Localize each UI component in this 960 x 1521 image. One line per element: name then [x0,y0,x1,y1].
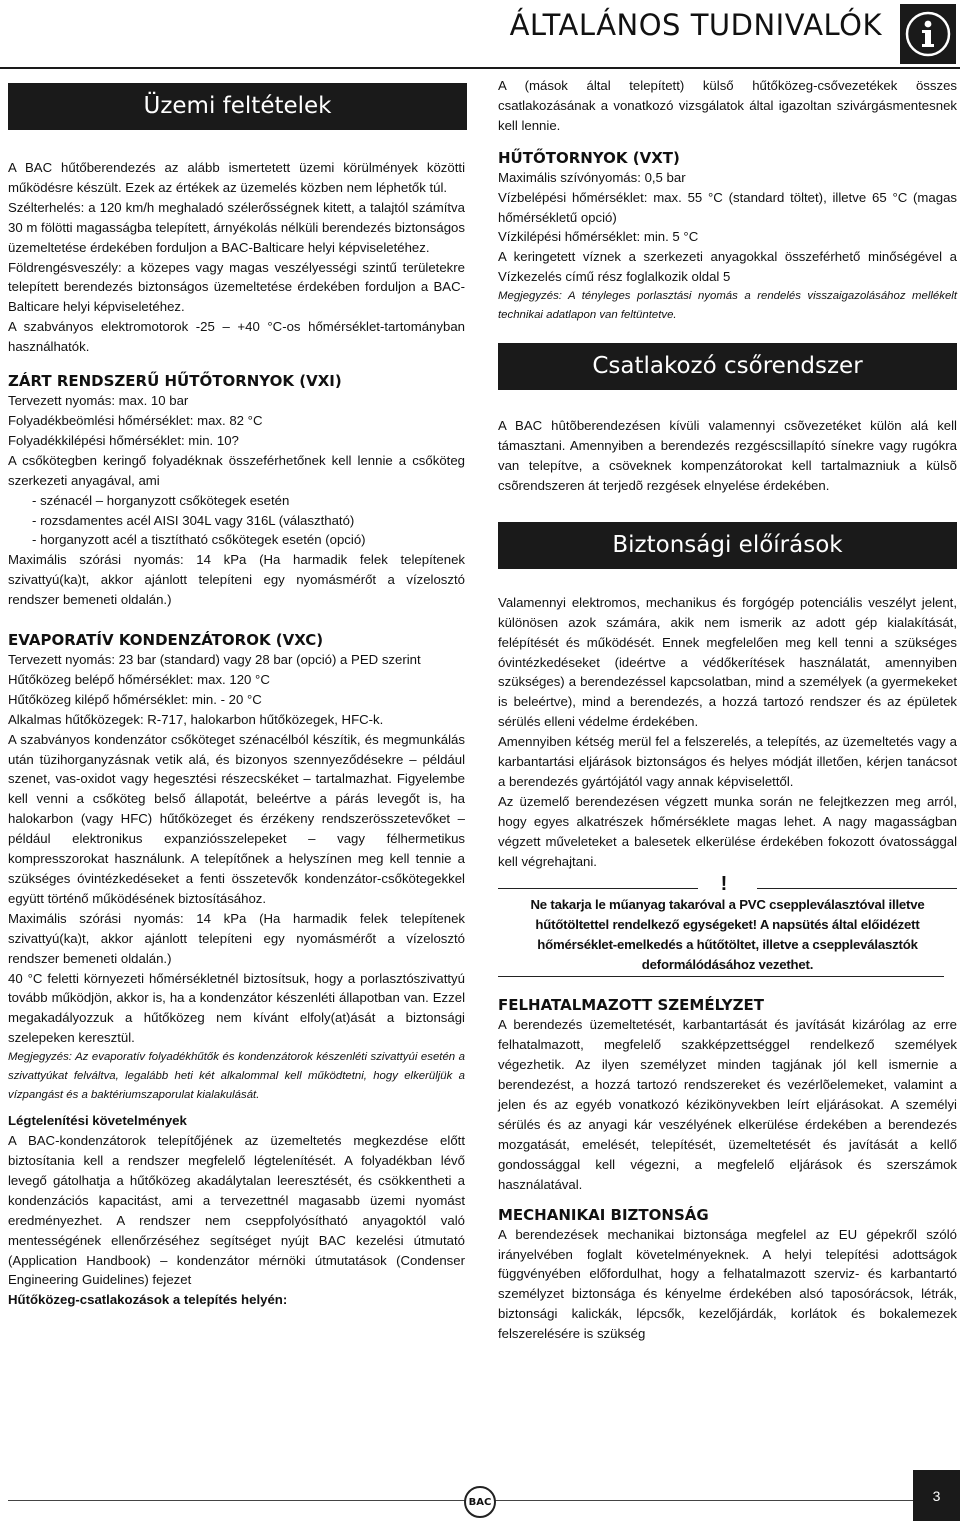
authorized-personnel-paragraph: A berendezés üzemeltetését, karbantartását és javítását kizárólag az erre felhatalmazott, megfelelő szakképzettséggel rendelkező személyek végezhetik. Az ilyen személyzet minden tagjának jól kell ismernie a berendezést, a hozzá tartozó rendszereket és vezérlõelemeket, valamint a jelen és az egyéb vonatkozó kézikönyvekben leírt eljárásokat. A személyi sérülés és az anyagi kár veszélyének elkerülése érdekében a berendezés mozgatását, emelését, telepítését, üzemeltetését és javítását a kellő gondossággal kell végezni, a megfelelő eljárások és szerszámok használatával. [498,1017,957,1192]
vxi-heading: ZÁRT RENDSZERŰ HŰTŐTORNYOK (VXI) [8,372,342,391]
footer-rule [8,1500,913,1501]
motors-paragraph: A szabványos elektromotorok -25 – +40 °C-os hőmérséklet-tartományban használhatók. [8,319,465,355]
divider [498,888,698,889]
vxi-spray-paragraph: Maximális szórási nyomás: 14 kPa (Ha harmadik felek telepítenek szivattyú(ka)t, akkor ajánlott telepíteni egy nyomásmérőt a vízelosztó rendszer bemeneti oldalán.) [8,552,465,608]
section-title: ÁLTALÁNOS TUDNIVALÓK [509,8,882,42]
page-number: 3 [913,1470,960,1521]
bac-logo: BAC [464,1486,496,1518]
earthquake-paragraph: Földrengésveszély: a közepes vagy magas veszélyességi szintű területekre telepített berendezés biztonságos üzemeltetése érdekében forduljon a BAC-Balticare helyi képviseletéhez. [8,259,465,315]
vxi-line: Folyadékkilépési hőmérséklet: min. 10? [8,432,239,448]
divider [498,976,944,977]
mechanical-safety-paragraph: A berendezések mechanikai biztonsága megfelel az EU gépekről szóló irányelvében foglalt követelményeknek. A helyi telepítési adottságok függvényében előfordulhat, hogy a felhatalmazott szerviz- és karbantartó személyzet biztonsága és kényelme érdekében alsó taposórácsok, létrák, biztonsági kalickák, lépcsők, kezelőjárdák, korlátok és bokalemezek felszerelésére is szükség [498,1226,957,1342]
piping-paragraph: A BAC hûtõberendezésen kívüli valamennyi csõvezetéket külön alá kell támasztani. Amennyiben a berendezés rezgéscsillapító sínekre vagy rugókra van telepítve, a csöveknek kompenzátorokat kell tartalmazniuk a külsõ csõrendszeren át terjedõ rezgések elnyelése érdekében. [498,418,957,493]
mechanical-safety-heading: MECHANIKAI BIZTONSÁG [498,1205,709,1224]
vxi-line: Tervezett nyomás: max. 10 bar [8,393,189,409]
vxc-line: Alkalmas hűtőközegek: R-717, halokarbon hűtőközegek, HFC-k. [8,711,384,727]
divider [757,888,957,889]
vxc-spray-paragraph: Maximális szórási nyomás: 14 kPa (Ha harmadik felek telepítenek szivattyú(ka)t, akkor ajánlott telepíteni egy nyomásmérőt a vízelosztó rendszer bemeneti oldalán.) [8,910,465,966]
vxt-line: Maximális szívónyomás: 0,5 bar [498,169,686,185]
vxc-line: Hűtőközeg belépő hőmérséklet: max. 120 °C [8,671,270,687]
safety-paragraph: Az üzemelő berendezésen végzett munka során ne felejtkezzen meg arról, hogy egyes alkatrészek hőmérséklete magas lehet. A nagy magasságban végzett műveleteket a balesetek elkerülése érdekében fokozott óvatossággal kell végrehajtani. [498,793,957,869]
venting-paragraph: A BAC-kondenzátorok telepítőjének az üzemeltetés megkezdése előtt biztosítania kell a rendszer megfelelő légtelenítését. A folyadékban lévő levegő gátolhatja a hűtőközeg akadálytalan leeresztését, és csökkentheti a kondenzációs kapacitást, ami a tervezettnél magasabb üzemi nyomást eredményezhet. A rendszer nem cseppfolyósítható anyagoktól való mentességének ellenőrzéséhez segítséget nyújt BAC kezelési útmutató (Application Handbook) – kondenzátor mérnöki útmutatások (Condenser Engineering Guidelines) fejezet [8,1133,465,1288]
vxc-line: Hűtőközeg kilépő hőmérséklet: min. - 20 °C [8,691,262,707]
vxt-heading: HŰTŐTORNYOK (VXT) [498,148,680,167]
operating-conditions-banner: Üzemi feltételek [8,83,467,130]
list-item: - szénacél – horganyzott csőkötegek esetén [32,491,465,511]
vxi-line: Folyadékbeömlési hőmérséklet: max. 82 °C [8,412,263,428]
venting-heading: Légtelenítési követelmények [8,1113,187,1129]
vxc-temperature-paragraph: 40 °C feletti környezeti hőmérsékletnél biztosítsuk, hogy a porlasztószivattyú tovább működjön, akkor is, ha a kondenzátor készenléti állapotban van. Ezzel megakadályozzuk a hűtőközeg nem kívánt elfoly(at)ását a biztonsági szelepeken keresztül. [8,970,465,1046]
connections-heading: Hűtőközeg-csatlakozások a telepítés helyén: [8,1292,288,1308]
vxt-note: Megjegyzés: A tényleges porlasztási nyomás a rendelés visszaigazolásához mellékelt technikai adatlapon van feltüntetve. [498,290,957,322]
intro-paragraph: A BAC hűtőberendezés az alább ismertetett üzemi körülmények közötti működésre készült. Ezek az értékek az üzemelés közben nem léphetők túl. [8,160,465,195]
list-item: - horganyzott acél a tisztítható csőkötegek esetén (opció) [32,530,465,550]
warning-text: Ne takarja le műanyag takaróval a PVC cseppleválasztóval illetve hűtőtöltettel rendelkező egységeket! A napsütés által előidézett hőmérséklet-emelkedés a hűtőtöltet, illetve a cseppleválasztók deformálódásához vezethet. [530,897,925,973]
vxc-heading: EVAPORATÍV KONDENZÁTOROK (VXC) [8,631,324,650]
safety-paragraph: Valamennyi elektromos, mechanikus és forgógép potenciális veszélyt jelent, különösen azok számára, akik nem ismerik az adott gép kialakítását, felépítését és működését. Ennek megfelelően meg kell tenni a szükséges óvintézkedéseket (ideértve a védőkerítések használatát, amennyiben szükséges) a berendezéssel kapcsolatban, mind a személyek (a gyermekeket is beleértve), mind a berendezés, a hozzá tartozó rendszer és az épületek sérülés elleni védelme érdekében. [498,594,957,730]
connections-paragraph: A (mások által telepített) külső hűtőközeg-csővezetékek összes csatlakozásának a vonatkozó vizsgálatok által igazoltan szivárgásmentesnek kell lennie. [498,78,957,133]
vxi-material-list [8,491,465,551]
authorized-personnel-heading: FELHATALMAZOTT SZEMÉLYZET [498,996,765,1015]
safety-banner: Biztonsági előírások [498,522,957,569]
vxt-line: Vízkilépési hőmérséklet: min. 5 °C [498,229,699,245]
vxi-coil-paragraph: A csőkötegben keringő folyadéknak összeférhetőnek kell lennie a csőköteg szerkezeti anyagával, ami [8,452,465,488]
list-item: - rozsdamentes acél AISI 304L vagy 316L (választható) [32,511,465,531]
safety-paragraph: Amennyiben kétség merül fel a felszerelés, a telepítés, az üzemeltetés vagy a karbantartási eljárások biztonságos és helyes módját illetően, kérjen tanácsot a berendezés gyártójától vagy annak képviselettől. [498,734,957,789]
exclamation-icon: ! [720,873,728,896]
left-column [8,0,465,1310]
wind-paragraph: Szélterhelés: a 120 km/h meghaladó szélerősségnek kitett, a talajtól számítva 30 m fölötti magasságba telepített, árnyékolás nélküli berendezés biztonságos üzemeltetése érdekében forduljon a BAC-Balticare helyi képviseletéhez. [8,199,465,255]
vxc-note: Megjegyzés: Az evaporatív folyadékhűtők és kondenzátorok készenléti szivattyúi esetén a szivattyúkat felváltva, legalább heti két alkalommal kell működtetni, hogy elkerüljük a vízpangást és a baktériumszaporulat kialakulását. [8,1051,465,1102]
vxc-pressure: Tervezett nyomás: 23 bar (standard) vagy 28 bar (opció) a PED szerint [8,652,421,668]
warning-box [498,873,957,977]
piping-banner: Csatlakozó csőrendszer [498,343,957,390]
vxt-water-paragraph: A keringetett víznek a szerkezeti anyagokkal összeférhető minőségével a Vízkezelés című rész foglalkozik oldal 5 [498,249,957,285]
vxc-coil-paragraph: A szabványos kondenzátor csőköteget szénacélból készítik, és megmunkálás után tüzihorganyzásnak vetik alá, és bizonyos szennyeződésekre – például szenet, vas-oxidot vagy hegesztési részecskéket – tartalmazhat. Figyelembe kell venni a csőköteg belső állapotát, beleértve a párás levegőt is, ha halokarbon (vagy HFC) hűtőközeget és érzékeny rendszerösszetevőket – például elektronikus expanziósszelepeket – vagy félhermetikus kompresszorokat használunk. A telepítőnek a helyszínen meg kell tennie a szükséges óvintézkedéseket a fenti összetevők kondenzátor-csőkötegekkel együtt történő működésének biztosításához. [8,731,465,906]
right-column [498,0,957,1344]
vxt-line: Vízbelépési hőmérséklet: max. 55 °C (standard töltet), illetve 65 °C (magas hőmérsékletű opció) [498,189,957,225]
